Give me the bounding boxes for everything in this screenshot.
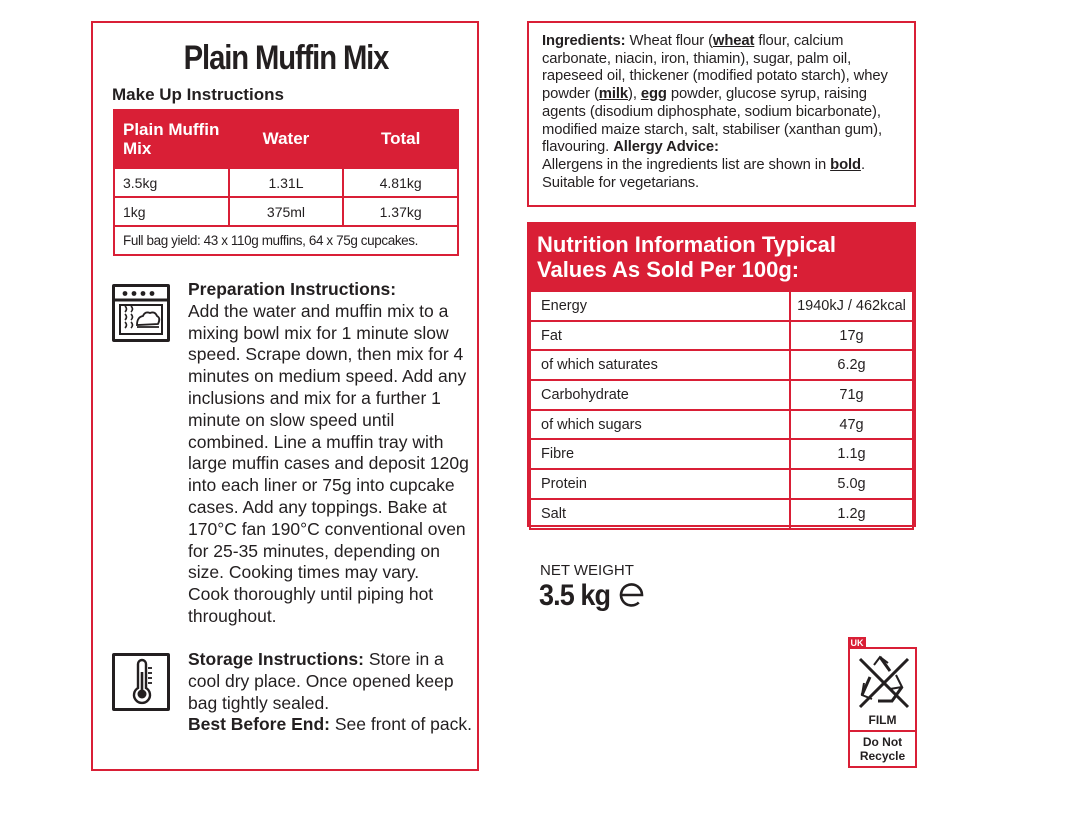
ingredients-part2: flour, calcium carbonate, niacin, iron, thiamin), sugar, palm oil, rapeseed oil, thickener (modified potato starch), whey powder ( — [542, 33, 888, 103]
allergy-bold-word: bold — [830, 156, 861, 173]
table-row — [530, 350, 913, 380]
table-row — [530, 439, 913, 469]
allergy-text: Allergens in the ingredients list are shown in — [542, 156, 827, 173]
makeup-heading: Make Up Instructions — [112, 85, 284, 104]
allergen-milk: milk — [598, 86, 628, 103]
table-row — [114, 197, 458, 226]
recycle-note-line1: Do Not — [862, 735, 903, 749]
recycle-crossed-icon — [854, 653, 912, 716]
ingredients-part3: ), — [628, 86, 637, 103]
nutrient-value: 17g — [790, 321, 913, 351]
preparation-instructions — [188, 279, 473, 628]
nutrition-panel — [527, 222, 916, 527]
makeup-col-water: Water — [229, 110, 344, 168]
table-cell: 4.81kg — [343, 168, 458, 197]
best-before-text: See front of pack. — [334, 714, 473, 735]
recycling-label — [848, 647, 917, 768]
ingredients-part4: powder, glucose syrup, raising agents (disodium diphosphate, sodium bicarbonate), modified maize starch, salt, stabiliser (xanthan gum), flavouring. — [542, 86, 883, 156]
storage-instructions — [188, 649, 473, 736]
nutrient-value: 5.0g — [790, 469, 913, 499]
material-label: FILM — [868, 713, 897, 727]
nutrient-label: Carbohydrate — [530, 380, 790, 410]
oven-icon — [112, 284, 170, 342]
instructions-panel — [91, 21, 479, 771]
net-weight-label: NET WEIGHT — [540, 562, 634, 579]
preparation-text: Add the water and muffin mix to a mixing bowl mix for 1 minute slow speed. Scrape down, then mix for 4 minutes on medium speed. Add any inclusions and mix for a further 1 minute on slow speed until combined. Line a muffin tray with large muffin cases and deposit 120g into each liner or 75g into cupcake cases. Add any toppings. Bake at 170°C fan 190°C conventional oven for 25-35 minutes, depending on size. Cooking times may vary. — [188, 300, 469, 583]
allergen-egg: egg — [640, 86, 667, 103]
nutrient-value: 1.2g — [790, 499, 913, 529]
allergy-end: . — [860, 156, 865, 173]
thermometer-icon — [112, 653, 170, 711]
makeup-table — [113, 109, 459, 256]
table-row — [530, 499, 913, 529]
best-before-heading: Best Before End: — [188, 714, 330, 735]
nutrient-label: Fibre — [530, 439, 790, 469]
nutrient-label: Fat — [530, 321, 790, 351]
nutrition-table — [529, 290, 914, 530]
table-row — [530, 321, 913, 351]
allergen-wheat: wheat — [712, 33, 755, 49]
recycle-note-line2: Recycle — [859, 749, 906, 763]
nutrition-heading: Nutrition Information Typical Values As Sold Per 100g: — [529, 224, 914, 290]
table-row — [530, 291, 913, 321]
preparation-heading: Preparation Instructions: — [188, 279, 397, 299]
nutrient-label: Protein — [530, 469, 790, 499]
makeup-col-mix: Plain Muffin Mix — [114, 110, 229, 168]
storage-text: Store in a cool dry place. Once opened keep bag tightly sealed. — [188, 649, 454, 713]
makeup-col-total: Total — [343, 110, 458, 168]
yield-text: Full bag yield: 43 x 110g muffins, 64 x 75g cupcakes. — [114, 226, 458, 255]
table-row — [530, 410, 913, 440]
cook-note: Cook thoroughly until piping hot throughout. — [188, 584, 434, 626]
table-cell: 1.37kg — [343, 197, 458, 226]
nutrient-value: 47g — [790, 410, 913, 440]
table-row — [114, 168, 458, 197]
net-weight-value: 3.5 kg — [539, 579, 611, 612]
nutrient-value: 1940kJ / 462kcal — [790, 291, 913, 321]
table-cell: 3.5kg — [114, 168, 229, 197]
uk-badge: UK — [848, 637, 866, 649]
nutrient-label: of which saturates — [530, 350, 790, 380]
table-row — [530, 469, 913, 499]
product-title: Plain Muffin Mix — [183, 39, 389, 77]
ingredients-part1: Wheat flour ( — [629, 33, 713, 49]
recycle-note — [850, 735, 915, 763]
ingredients-heading: Ingredients: — [542, 33, 626, 49]
ingredients-panel — [527, 21, 916, 207]
makeup-header-row — [114, 110, 458, 168]
nutrient-value: 1.1g — [790, 439, 913, 469]
table-cell: 1.31L — [229, 168, 344, 197]
divider — [850, 730, 915, 732]
table-cell: 375ml — [229, 197, 344, 226]
nutrient-label: of which sugars — [530, 410, 790, 440]
nutrient-value: 6.2g — [790, 350, 913, 380]
allergy-heading: Allergy Advice: — [613, 139, 719, 156]
yield-row — [114, 226, 458, 255]
nutrient-value: 71g — [790, 380, 913, 410]
table-row — [530, 380, 913, 410]
nutrient-label: Salt — [530, 499, 790, 529]
vegetarian-note: Suitable for vegetarians. — [542, 174, 700, 191]
table-cell: 1kg — [114, 197, 229, 226]
estimated-sign-icon — [618, 582, 646, 613]
nutrient-label: Energy — [530, 291, 790, 321]
storage-heading: Storage Instructions: — [188, 649, 364, 669]
